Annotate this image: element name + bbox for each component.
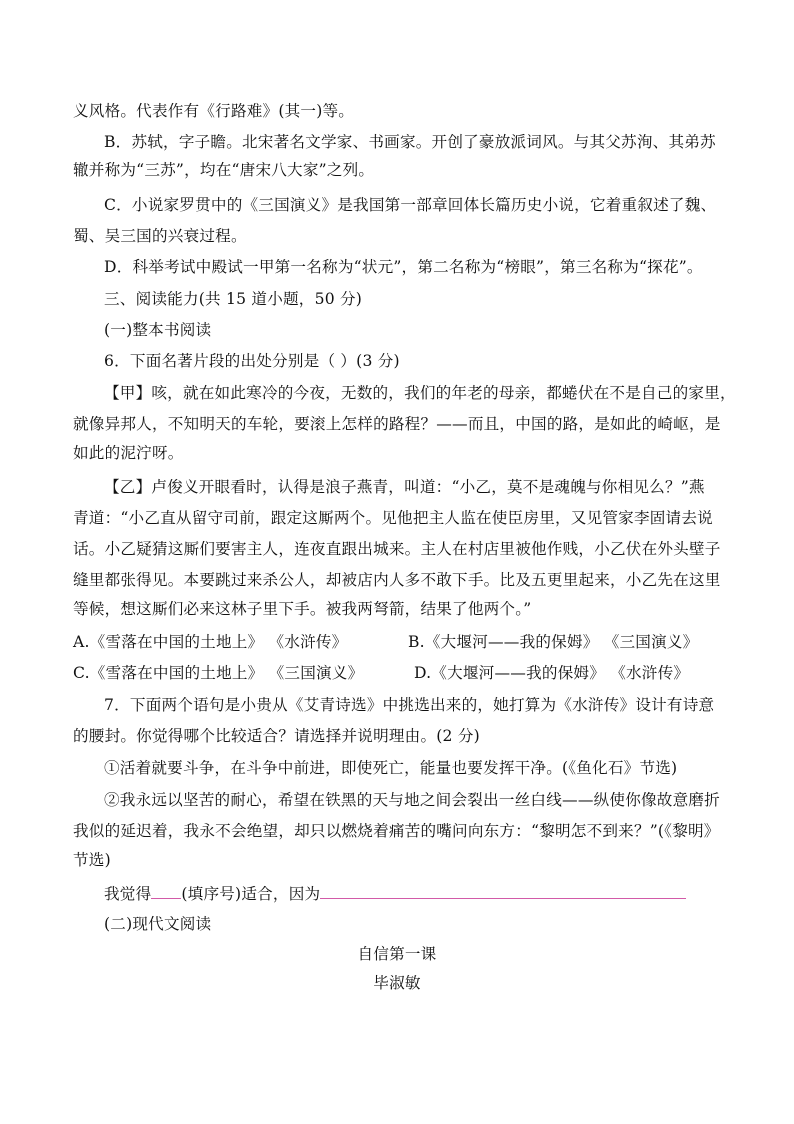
answer-blank-number[interactable] xyxy=(151,884,181,899)
passage-yi-line: 【乙】卢俊义开眼看时，认得是浪子燕青，叫道：“小乙，莫不是魂魄与你相见么？”燕 xyxy=(104,478,705,496)
article-author: 毕淑敏 xyxy=(373,974,421,992)
subsection-heading: (一)整本书阅读 xyxy=(104,321,212,339)
passage-yi-line: 缝里都张得见。本要跳过来杀公人，却被店内人多不敢下手。比及五更里起来，小乙先在这里 xyxy=(73,571,721,589)
quote-2-line: 节选) xyxy=(73,851,111,869)
choice-c: C.《雪落在中国的土地上》 《三国演义》 xyxy=(73,664,364,682)
passage-jia-line: 就像异邦人，不知明天的车轮，要滚上怎样的路程？——而且，中国的路，是如此的崎岖，是 xyxy=(73,415,721,433)
answer-prefix: 我觉得 xyxy=(104,885,152,903)
passage-jia-line: 如此的泥泞呀。 xyxy=(73,444,184,462)
choice-a: A.《雪落在中国的土地上》 《水浒传》 xyxy=(73,633,348,651)
question-6: 6．下面名著片段的出处分别是（ ）(3 分) xyxy=(104,352,400,370)
section-heading: 三、阅读能力(共 15 道小题，50 分) xyxy=(104,290,363,308)
option-c-line: C．小说家罗贯中的《三国演义》是我国第一部章回体长篇历史小说，它着重叙述了魏、 xyxy=(104,196,717,214)
answer-middle: (填序号)适合，因为 xyxy=(181,885,321,903)
passage-yi-line: 等候，想这厮们必来这林子里下手。被我两弩箭，结果了他两个。” xyxy=(73,600,532,618)
passage-yi-line: 话。小乙疑猜这厮们要害主人，连夜直跟出城来。主人在村店里被他作贱，小乙伏在外头壁子 xyxy=(73,540,721,558)
article-title: 自信第一课 xyxy=(357,945,437,963)
answer-line xyxy=(104,884,721,904)
text-line: 义风格。代表作有《行路难》(其一)等。 xyxy=(73,102,355,120)
answer-blank-reason[interactable] xyxy=(320,884,686,899)
question-7-line: 的腰封。你觉得哪个比较适合？请选择并说明理由。(2 分) xyxy=(73,727,480,745)
option-b-line: B．苏轼，字子瞻。北宋著名文学家、书画家。开创了豪放派词风。与其父苏洵、其弟苏 xyxy=(104,133,716,151)
choice-b: B.《大堰河——我的保姆》 《三国演义》 xyxy=(408,633,699,651)
quote-1: ①活着就要斗争，在斗争中前进，即使死亡，能量也要发挥干净。(《鱼化石》节选) xyxy=(104,759,678,777)
text-line: 蜀、吴三国的兴衰过程。 xyxy=(73,227,247,245)
option-d-line: D．科举考试中殿试一甲第一名称为“状元”，第二名称为“榜眼”，第三名称为“探花”。 xyxy=(104,258,703,276)
quote-2-line: 我似的延迟着，我永不会绝望，却只以燃烧着痛苦的嘴问向东方：“黎明怎不到来？”(《黎明》 xyxy=(73,822,720,840)
quote-2-line: ②我永远以坚苦的耐心，希望在铁黑的天与地之间会裂出一丝白线——纵使你像故意磨折 xyxy=(104,791,720,809)
passage-jia-line: 【甲】咳，就在如此寒冷的今夜，无数的，我们的年老的母亲，都蜷伏在不是自己的家里， xyxy=(104,384,736,402)
question-7: 7．下面两个语句是小贵从《艾青诗选》中挑选出来的，她打算为《水浒传》设计有诗意 xyxy=(104,696,715,714)
choice-d: D.《大堰河——我的保姆》 《水浒传》 xyxy=(414,664,690,682)
text-line: 辙并称为“三苏”，均在“唐宋八大家”之列。 xyxy=(73,161,375,179)
subsection-heading: (二)现代文阅读 xyxy=(104,915,212,933)
passage-yi-line: 青道：“小乙直从留守司前，跟定这厮两个。见他把主人监在使臣房里，又见管家李固请去说 xyxy=(73,509,713,527)
